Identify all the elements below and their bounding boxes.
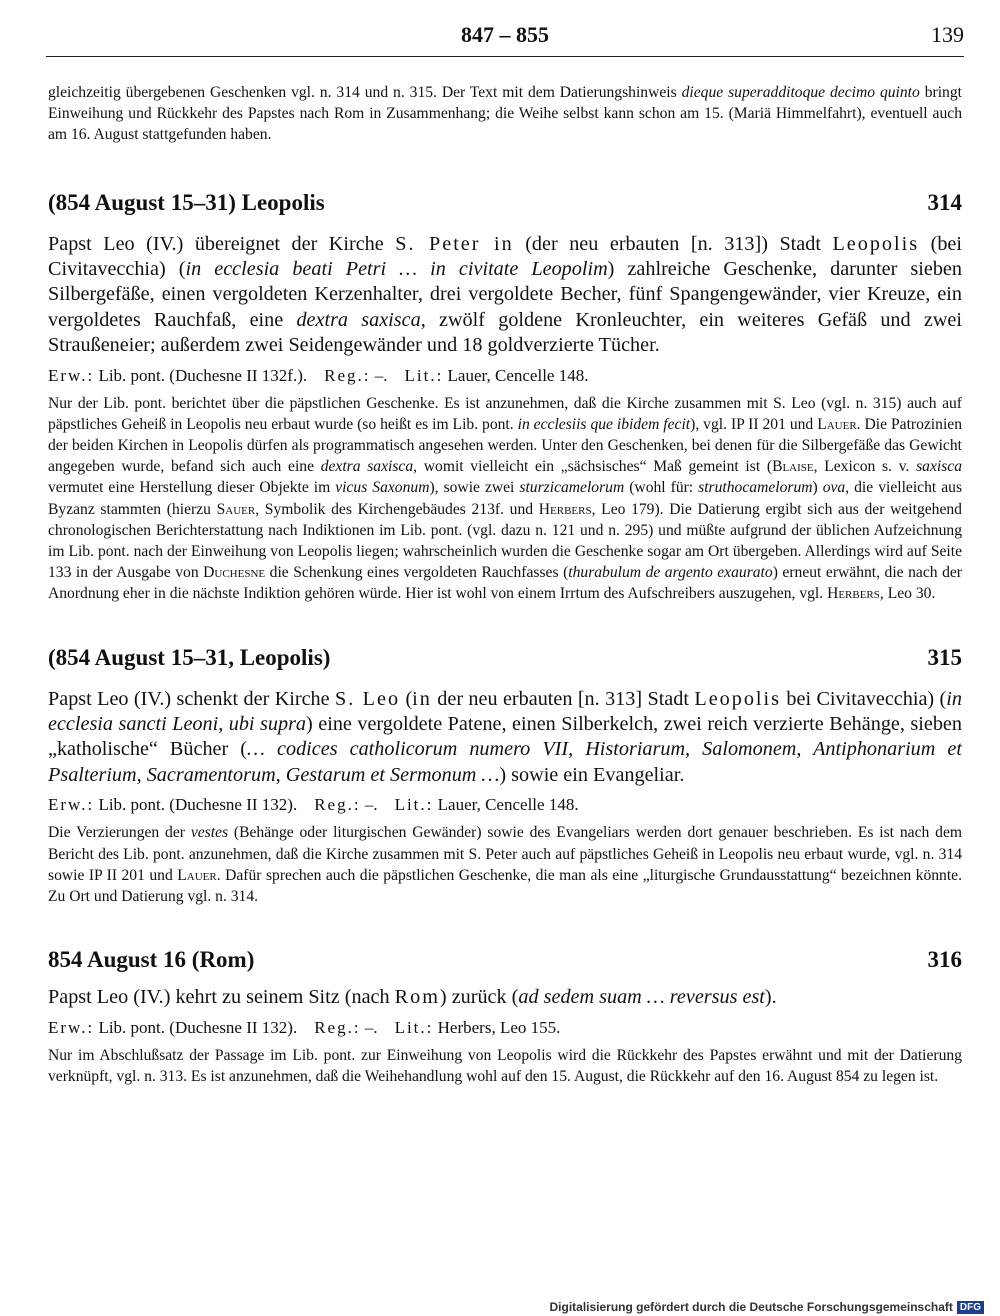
entry-316-heading: [48, 947, 962, 973]
entry-314-commentary: Nur der Lib. pont. berichtet über die päpstlichen Geschenke. Es ist anzunehmen, daß die Kirche zusammen mit S. Leo (vgl. n. 315) auch auf päpstliches Geheiß in Leopolis neu erbaut wurde (so heißt es im Lib. pont. in ecclesiis que ibidem fecit), vgl. IP II 201 und Lauer. Die Patrozinien der beiden Kirchen in Leopolis dürfen als programmatisch angesehen werden. Unter den Geschenken, bei denen für die Silbergefäße das Gewicht angegeben wurde, befand sich auch eine dextra saxisca, womit vielleicht ein „sächsisches“ Maß gemeint ist (Blaise, Lexicon s. v. saxisca vermutet eine Herstellung dieser Objekte im vicus Saxonum), sowie zwei sturzicamelorum (wohl für: struthocamelorum) ova, die vielleicht aus Byzanz stammten (hierzu Sauer, Symbolik des Kirchengebäudes 213f. und Herbers, Leo 179). Die Datierung ergibt sich aus der weitgehend chronologischen Berichterstattung nach Indiktionen im Lib. pont. (vgl. dazu n. 121 und n. 295) und müßte aufgrund der üblichen Aufzeichnung im Lib. pont. nach der Einweihung von Leopolis liegen; wahrscheinlich wurden die Geschenke sogar am Ort übergeben. Allerdings wird auf Seite 133 in der Ausgabe von Duchesne die Schenkung eines vergoldeten Rauchfasses (thurabulum de argento exaurato) erneut erwähnt, die nach der Anordnung eher in die nächste Indiktion gehören würde. Hier ist wohl von einem Irrtum des Aufschreibers auszugehen, vgl. Herbers, Leo 30.: [48, 394, 963, 603]
entry-date-place: (854 August 15–31, Leopolis): [48, 644, 331, 670]
entry-number: 314: [927, 189, 962, 215]
entry-number: 316: [927, 947, 962, 973]
entry-315-heading: [48, 645, 962, 671]
entry-315-regest: Papst Leo (IV.) schenkt der Kirche S. Leo (in der neu erbauten [n. 313] Stadt Leopolis bei Civitavecchia) (in ecclesia sancti Leoni, ubi supra) eine vergoldete Patene, einen Silberkelch, zwei reich verzierte Behänge, sieben „katholische“ Bücher (… codices catholicorum numero VII, Historiarum, Salomonem, Antiphonarium et Psalterium, Sacramentorum, Gestarum et Sermonum …) sowie ein Evangeliar.: [48, 687, 962, 786]
entry-date-place: 854 August 16 (Rom): [48, 947, 255, 973]
footer-text: Digitalisierung gefördert durch die Deutsche Forschungsgemeinschaft: [549, 1300, 953, 1314]
entry-314-references: Erw.: Lib. pont. (Duchesne II 132f.). Reg.: –. Lit.: Lauer, Cencelle 148.: [48, 365, 589, 385]
dfg-logo: DFG: [957, 1301, 984, 1314]
entry-315-commentary: Die Verzierungen der vestes (Behänge oder liturgischen Gewänder) sowie des Evangeliars werden dort genauer beschrieben. Es ist nach dem Bericht des Lib. pont. anzunehmen, daß die Kirche zusammen mit S. Peter auch auf päpstliches Geheiß in Leopolis neu erbaut wurde, vgl. n. 314 sowie IP II 201 und Lauer. Dafür sprechen auch die päpstlichen Geschenke, die man als eine „liturgische Grundausstattung“ bezeichnen könnte. Zu Ort und Datierung vgl. n. 314.: [48, 824, 963, 905]
page-content: [48, 82, 962, 1087]
entry-316-commentary: Nur im Abschlußsatz der Passage im Lib. pont. zur Einweihung von Leopolis wird die Rückkehr des Papstes erwähnt und mit der Datierung verknüpft, vgl. n. 313. Es ist anzunehmen, daß die Weihehandlung wohl auf den 15. August, die Rückkehr auf den 16. August 854 zu legen ist.: [48, 1046, 962, 1085]
page-header: [46, 22, 964, 52]
entry-314-heading: [48, 190, 962, 216]
header-rule: [46, 56, 964, 57]
digitization-footer: [549, 1300, 984, 1314]
entry-315-references: Erw.: Lib. pont. (Duchesne II 132). Reg.: –. Lit.: Lauer, Cencelle 148.: [48, 795, 579, 815]
entry-314-regest: Papst Leo (IV.) übereignet der Kirche S. Peter in (der neu erbauten [n. 313]) Stadt Leopolis (bei Civitavecchia) (in ecclesia beati Petri … in civitate Leopolim) zahlreiche Geschenke, darunter sieben Silbergefäße, einen vergoldeten Kerzenhalter, drei vergoldete Becher, fünf Spangengewänder, vier Kreuze, ein vergoldetes Rauchfaß, eine dextra saxisca, zwölf goldene Kronleuchter, ein weiteres Gefäß und zwei Straußeneier; außerdem zwei Seidengewänder und 18 goldverzierte Tücher.: [48, 232, 962, 357]
running-head-range: 847 – 855: [461, 22, 549, 47]
intro-commentary: gleichzeitig übergebenen Geschenken vgl. n. 314 und n. 315. Der Text mit dem Datierungshinweis dieque superadditoque decimo quinto bringt Einweihung und Rückkehr des Papstes nach Rom in Zusammenhang; die Weihe selbst kann schon am 15. (Mariä Himmelfahrt), eventuell auch am 16. August stattgefunden haben.: [48, 84, 962, 144]
entry-316-regest: Papst Leo (IV.) kehrt zu seinem Sitz (nach Rom) zurück (ad sedem suam … reversus est).: [48, 986, 777, 1009]
entry-date-place: (854 August 15–31) Leopolis: [48, 189, 325, 215]
page-number: 139: [931, 22, 964, 47]
entry-number: 315: [927, 644, 962, 670]
entry-316-references: Erw.: Lib. pont. (Duchesne II 132). Reg.: –. Lit.: Herbers, Leo 155.: [48, 1017, 561, 1037]
